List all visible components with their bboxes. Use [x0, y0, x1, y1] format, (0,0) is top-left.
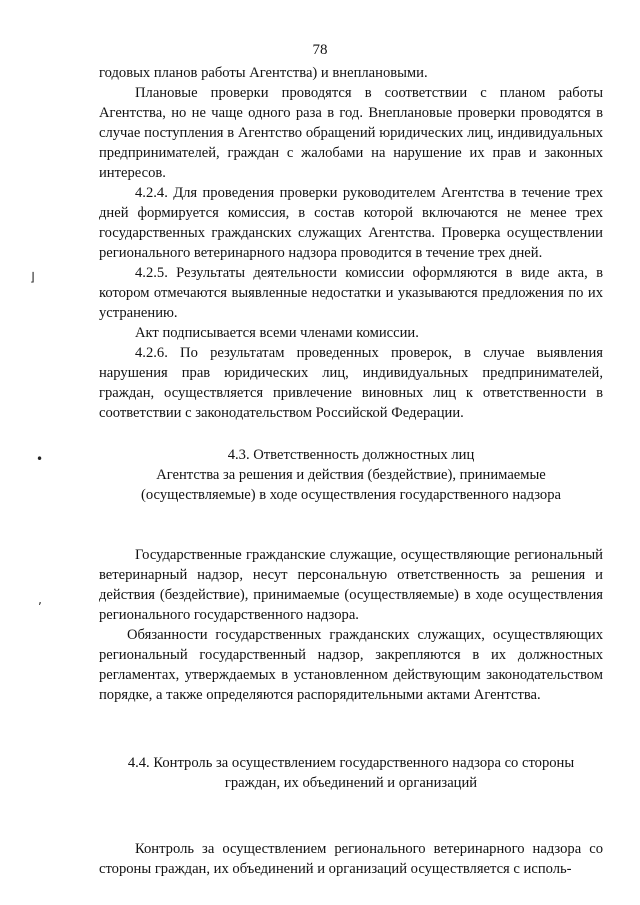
paragraph-0: годовых планов работы Агентства) и внеплановыми.	[99, 65, 428, 81]
page-number: 78	[312, 42, 328, 58]
scan-mark-1: ⌋	[30, 270, 35, 284]
paragraph-duties: Обязанности государственных гражданских служащих, осуществляющих региональный государственный надзор, закрепляются в их должностных регламентах, утверждаемых в установленном действующим законодательством порядке, а также определяются распорядительными актами Агентства.	[99, 627, 603, 703]
paragraph-4-2-5: 4.2.5. Результаты деятельности комиссии оформляются в виде акта, в котором отмечаются выявленные недостатки и указываются предложения по их устранению.	[99, 265, 603, 321]
paragraph-act: Акт подписывается всеми членами комиссии.	[135, 325, 419, 341]
section-heading-4-4: 4.4. Контроль за осуществлением государственного надзора со стороны граждан, их объединений и организаций	[127, 755, 575, 791]
paragraph-responsibility: Государственные гражданские служащие, осуществляющие региональный ветеринарный надзор, несут персональную ответственность за решения и действия (бездействие), принимаемые (осуществляемые) в ходе осуществления регионального государственного надзора.	[99, 547, 603, 623]
scan-mark-2: •	[36, 452, 44, 466]
scan-mark-3: ʼ	[38, 600, 42, 614]
paragraph-1: Плановые проверки проводятся в соответствии с планом работы Агентства, но не чаще одного раза в год. Внеплановые проверки проводятся в случае поступления в Агентство обращений юридических лиц, индивидуальных предпринимателей, граждан с жалобами на нарушение их прав и законных интересов.	[99, 85, 603, 181]
paragraph-control: Контроль за осуществлением регионального ветеринарного надзора со стороны граждан, их объединений и организаций осуществляется с исполь-	[99, 841, 603, 877]
paragraph-4-2-4: 4.2.4. Для проведения проверки руководителем Агентства в течение трех дней формируется комиссия, в состав которой включаются не менее трех государственных гражданских служащих Агентства. Проверка осуществлении регионального ветеринарного надзора проводится в течение трех дней.	[99, 185, 603, 261]
section-heading-4-3-subtitle: Агентства за решения и действия (бездействие), принимаемые (осуществляемые) в ходе осуществления государственного надзора	[141, 467, 561, 503]
paragraph-4-2-6: 4.2.6. По результатам проведенных проверок, в случае выявления нарушения прав юридических лиц, индивидуальных предпринимателей, граждан, осуществляется привлечение виновных лиц к ответственности в соответствии с законодательством Российской Федерации.	[99, 345, 603, 421]
document-body	[99, 63, 603, 879]
section-heading-4-3: 4.3. Ответственность должностных лиц	[227, 447, 475, 463]
